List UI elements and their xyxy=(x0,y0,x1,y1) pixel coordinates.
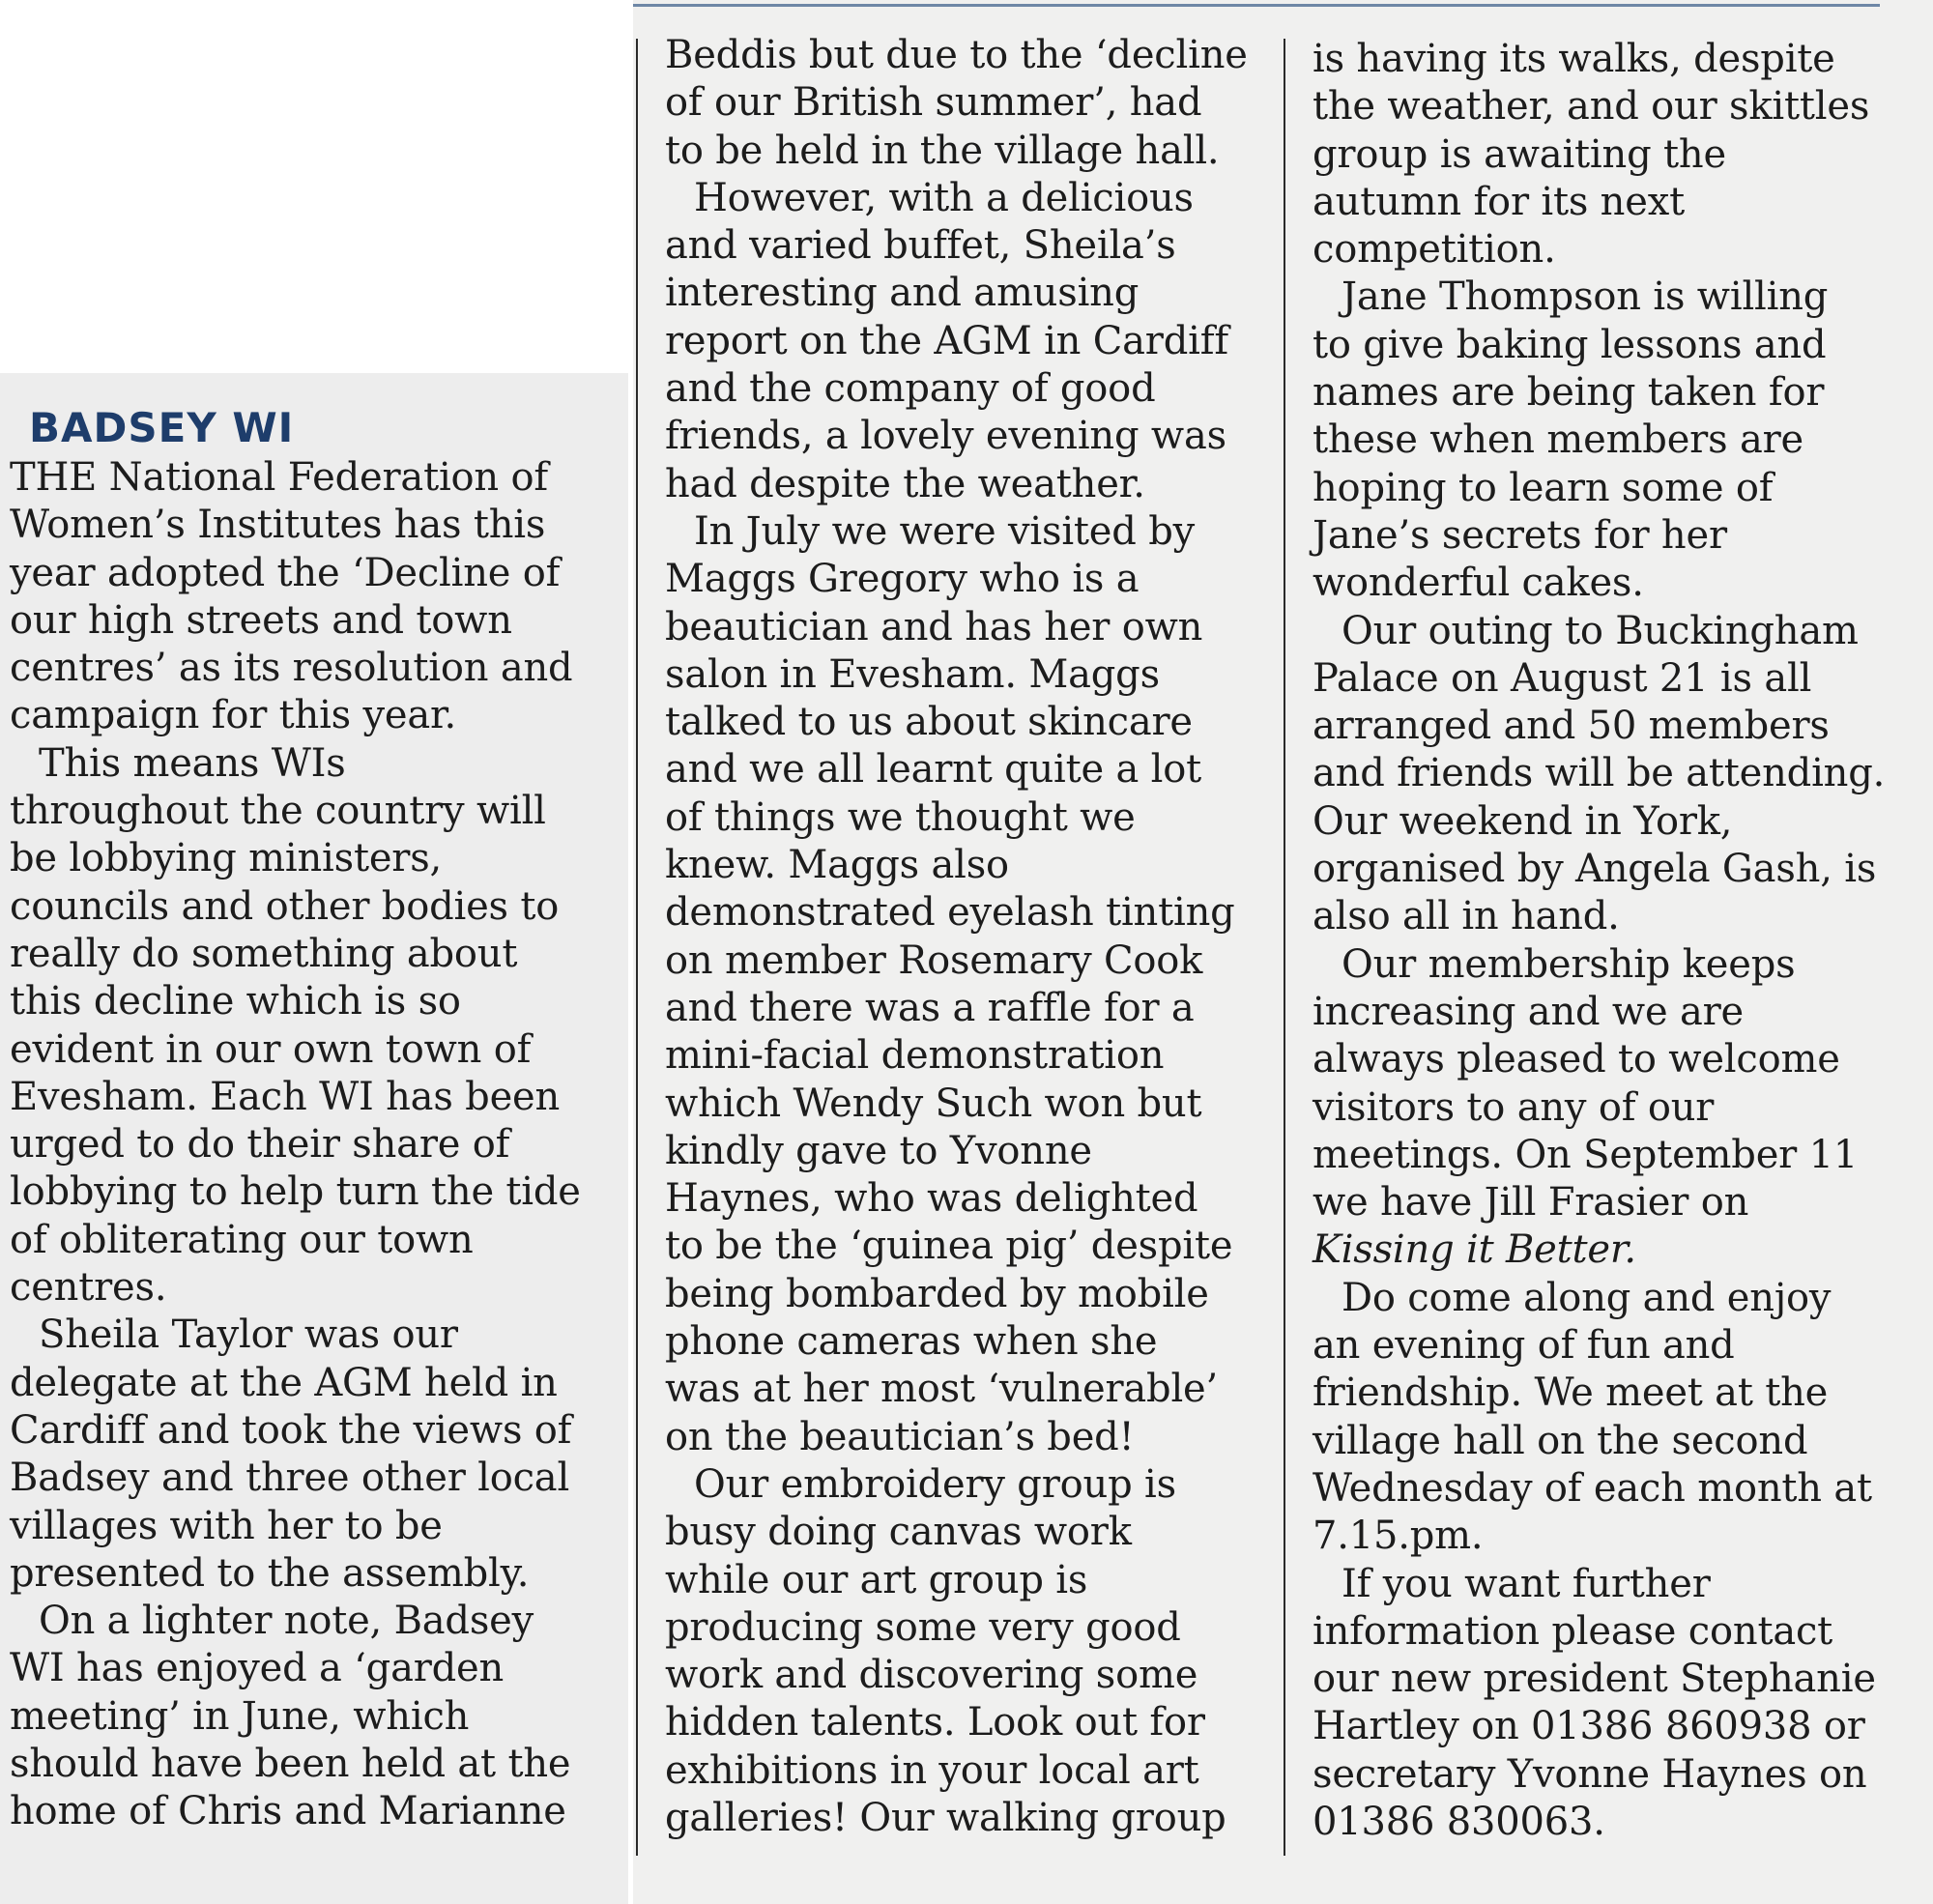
article-text-line: hidden talents. Look out for xyxy=(665,1700,1205,1745)
article-text-line: be lobbying ministers, xyxy=(10,836,443,881)
article-text-line: However, with a delicious xyxy=(694,175,1194,220)
article-text-line: should have been held at the xyxy=(10,1742,571,1787)
article-text-line: information please contact xyxy=(1313,1608,1833,1654)
article-text-line: Cardiff and took the views of xyxy=(10,1407,572,1453)
article-text-line: names are being taken for xyxy=(1313,370,1825,416)
article-text-line: councils and other bodies to xyxy=(10,883,560,929)
article-text-line: urged to do their share of xyxy=(10,1122,510,1168)
article-text-line: had despite the weather. xyxy=(665,461,1145,506)
article-text-line: and we all learnt quite a lot xyxy=(665,747,1202,793)
article-text-line: arranged and 50 members xyxy=(1313,704,1830,749)
article-text-line: these when members are xyxy=(1313,418,1803,463)
article-text-line: centres’ as its resolution and xyxy=(10,646,573,691)
article-text-line: always pleased to welcome xyxy=(1313,1037,1840,1082)
article-text-line: group is awaiting the xyxy=(1313,131,1726,177)
article-text-line: secretary Yvonne Haynes on xyxy=(1313,1751,1867,1797)
article-text-line: Kissing it Better. xyxy=(1313,1227,1636,1273)
article-text-line: meetings. On September 11 xyxy=(1313,1132,1859,1177)
article-text-line: increasing and we are xyxy=(1313,989,1744,1034)
article-text-line: work and discovering some xyxy=(665,1653,1198,1698)
article-text-line: kindly gave to Yvonne xyxy=(665,1128,1092,1173)
article-text-line: lobbying to help turn the tide xyxy=(10,1169,581,1215)
article-text-line: galleries! Our walking group xyxy=(665,1795,1226,1840)
article-text-line: to be the ‘guinea pig’ despite xyxy=(665,1224,1233,1269)
article-text-line: campaign for this year. xyxy=(10,693,457,738)
article-text-line: evident in our own town of xyxy=(10,1026,532,1072)
article-text-line: WI has enjoyed a ‘garden xyxy=(10,1646,505,1691)
article-text-line: Jane’s secrets for her xyxy=(1313,512,1727,558)
article-text-line: Sheila Taylor was our xyxy=(39,1313,458,1358)
article-text-line: villages with her to be xyxy=(10,1503,443,1548)
article-text-line: mini-facial demonstration xyxy=(665,1033,1165,1079)
article-text-line: throughout the country will xyxy=(10,789,546,834)
article-text-line: friends, a lovely evening was xyxy=(665,414,1226,459)
article-text-line: and varied buffet, Sheila’s xyxy=(665,223,1176,269)
article-text-line: of our British summer’, had xyxy=(665,80,1202,126)
article-text-line: an evening of fun and xyxy=(1313,1323,1735,1369)
article-text-line: delegate at the AGM held in xyxy=(10,1360,558,1405)
article-text-line: knew. Maggs also xyxy=(665,843,1009,888)
article-text-line: and the company of good xyxy=(665,366,1156,412)
article-text-line: Jane Thompson is willing xyxy=(1342,274,1829,320)
article-text-line: interesting and amusing xyxy=(665,271,1140,316)
article-text-line: This means WIs xyxy=(39,740,346,786)
article-text-line: year adopted the ‘Decline of xyxy=(10,550,561,595)
article-text-line: our new president Stephanie xyxy=(1313,1657,1876,1702)
article-text-line: Haynes, who was delighted xyxy=(665,1176,1198,1222)
article-text-line: home of Chris and Marianne xyxy=(10,1789,566,1834)
article-text-line: Our weekend in York, xyxy=(1313,798,1733,844)
article-text-line: our high streets and town xyxy=(10,597,512,643)
article-text-line: Do come along and enjoy xyxy=(1342,1275,1832,1320)
article-text-line: Maggs Gregory who is a xyxy=(665,557,1140,602)
column-divider xyxy=(636,39,638,1856)
article-text-line: Evesham. Each WI has been xyxy=(10,1074,561,1119)
article-text-line: beautician and has her own xyxy=(665,604,1203,649)
article-text-line: was at her most ‘vulnerable’ xyxy=(665,1367,1219,1412)
article-text-line: this decline which is so xyxy=(10,979,461,1024)
article-text-line: If you want further xyxy=(1342,1561,1711,1606)
article-column-1 xyxy=(10,454,619,1836)
article-text-line: village hall on the second xyxy=(1313,1418,1808,1463)
article-text-line: centres. xyxy=(10,1265,167,1311)
article-text-line: On a lighter note, Badsey xyxy=(39,1599,534,1644)
article-text-line: autumn for its next xyxy=(1313,179,1685,224)
article-text-line: presented to the assembly. xyxy=(10,1550,530,1596)
article-text-line: Our embroidery group is xyxy=(694,1461,1176,1507)
article-text-line: talked to us about skincare xyxy=(665,700,1193,745)
article-text-line: THE National Federation of xyxy=(10,455,548,500)
article-text-line: report on the AGM in Cardiff xyxy=(665,318,1228,363)
article-text-line: to be held in the village hall. xyxy=(665,128,1220,173)
article-text-line: 7.15.pm. xyxy=(1313,1514,1484,1559)
article-column-2 xyxy=(665,32,1274,1842)
column-divider xyxy=(1284,39,1285,1856)
article-text-line: on member Rosemary Cook xyxy=(665,938,1203,983)
article-text-line: and there was a raffle for a xyxy=(665,985,1195,1030)
article-text-line: producing some very good xyxy=(665,1604,1181,1650)
article-text-line: Our outing to Buckingham xyxy=(1342,608,1859,653)
article-text-line: really do something about xyxy=(10,931,518,976)
article-text-line: also all in hand. xyxy=(1313,894,1620,939)
article-text-line: to give baking lessons and xyxy=(1313,322,1827,367)
article-text-line: being bombarded by mobile xyxy=(665,1271,1209,1316)
article-text-line: 01386 830063. xyxy=(1313,1799,1605,1844)
article-text-line: we have Jill Frasier on xyxy=(1313,1180,1749,1226)
article-text-line: friendship. We meet at the xyxy=(1313,1370,1829,1416)
article-text-line: Hartley on 01386 860938 or xyxy=(1313,1704,1865,1749)
article-text-line: is having its walks, despite xyxy=(1313,37,1835,81)
article-text-line: Wednesday of each month at xyxy=(1313,1465,1872,1511)
article-text-line: hoping to learn some of xyxy=(1313,465,1774,510)
article-text-line: of things we thought we xyxy=(665,794,1136,840)
article-text-line: Our membership keeps xyxy=(1342,941,1796,987)
article-text-line: salon in Evesham. Maggs xyxy=(665,651,1160,697)
article-text-line: visitors to any of our xyxy=(1313,1084,1715,1130)
article-column-3 xyxy=(1313,36,1921,1846)
article-text-line: while our art group is xyxy=(665,1557,1088,1602)
article-text-line: of obliterating our town xyxy=(10,1217,474,1262)
top-border-line xyxy=(633,4,1880,7)
article-text-line: Beddis but due to the ‘decline xyxy=(665,33,1248,77)
article-text-line: demonstrated eyelash tinting xyxy=(665,890,1235,936)
article-text-line: and friends will be attending. xyxy=(1313,751,1886,796)
article-text-line: Badsey and three other local xyxy=(10,1456,570,1501)
article-text-line: which Wendy Such won but xyxy=(665,1081,1202,1126)
article-text-line: busy doing canvas work xyxy=(665,1510,1132,1555)
article-text-line: competition. xyxy=(1313,227,1556,273)
article-text-line: meeting’ in June, which xyxy=(10,1693,470,1739)
article-headline: BADSEY WI xyxy=(29,404,295,451)
article-text-line: organised by Angela Gash, is xyxy=(1313,847,1877,892)
article-text-line: In July we were visited by xyxy=(694,508,1196,554)
article-text-line: Palace on August 21 is all xyxy=(1313,655,1812,701)
article-text-line: wonderful cakes. xyxy=(1313,561,1644,606)
article-text-line: on the beautician’s bed! xyxy=(665,1414,1135,1459)
article-text-line: the weather, and our skittles xyxy=(1313,84,1870,130)
article-text-line: phone cameras when she xyxy=(665,1319,1158,1365)
article-text-line: exhibitions in your local art xyxy=(665,1747,1199,1793)
article-text-line: Women’s Institutes has this xyxy=(10,503,546,548)
